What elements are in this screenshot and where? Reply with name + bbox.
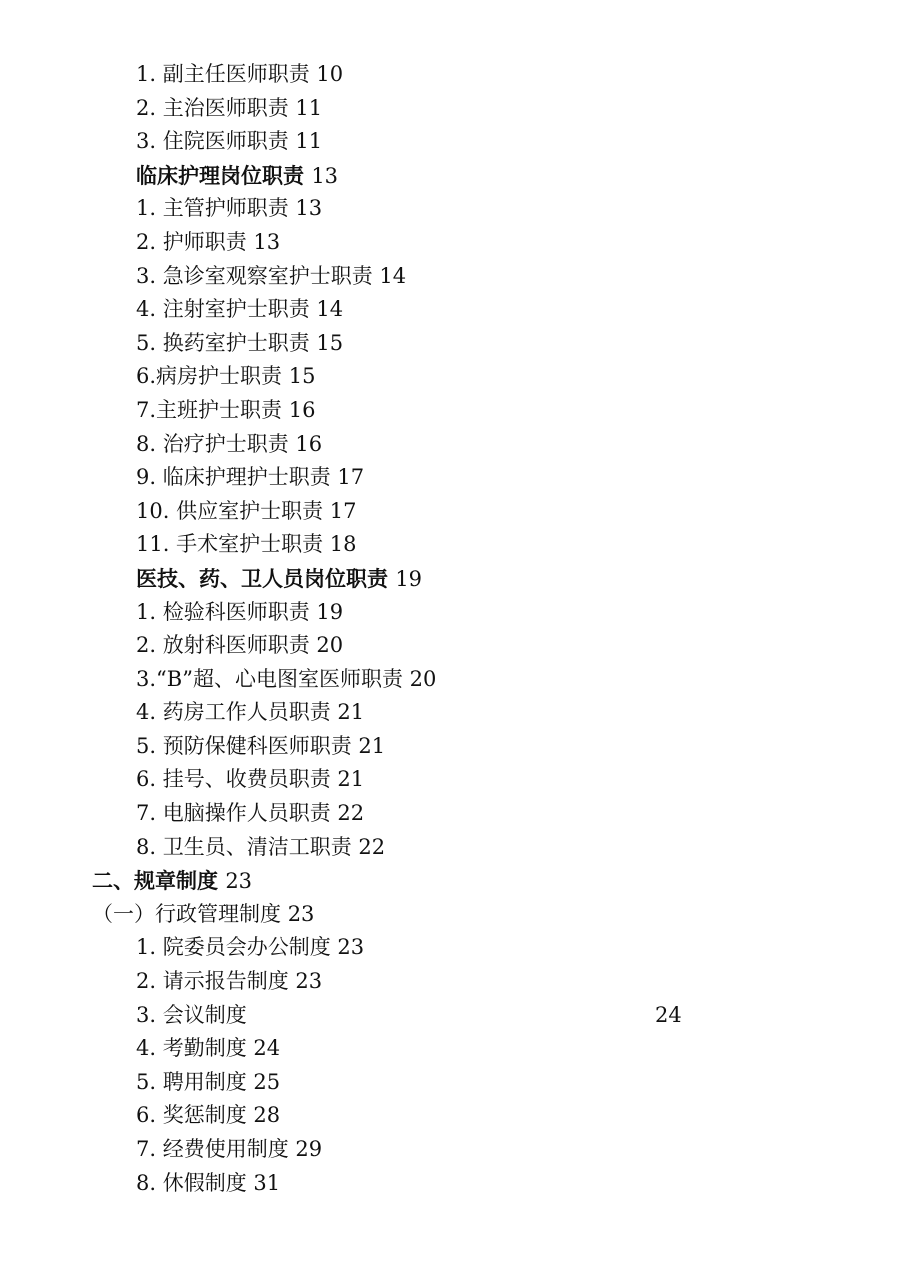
toc-entry-title: 2. 请示报告制度 xyxy=(136,969,289,994)
toc-entry-title: 2. 护师职责 xyxy=(136,229,247,254)
toc-entry-page: 21 xyxy=(337,700,365,725)
toc-section-heading xyxy=(0,562,905,596)
toc-entry-page: 14 xyxy=(316,297,344,322)
toc-entry-page: 24 xyxy=(253,1036,281,1061)
toc-entry-page: 18 xyxy=(329,532,357,557)
toc-entry-title: 医技、药、卫人员岗位职责 xyxy=(136,565,388,591)
toc-entry-page: 14 xyxy=(379,263,407,288)
toc-entry-title: 6.病房护士职责 xyxy=(136,364,283,389)
toc-entry-page: 31 xyxy=(253,1170,281,1195)
toc-entry-title: 11. 手术室护士职责 xyxy=(136,532,324,557)
toc-entry xyxy=(0,931,905,965)
toc-entry-page: 19 xyxy=(395,566,423,591)
toc-subchapter-heading xyxy=(0,898,905,932)
toc-entry xyxy=(0,495,905,529)
toc-entry-page: 15 xyxy=(288,364,316,389)
toc-entry xyxy=(0,226,905,260)
toc-entry-title: 8. 卫生员、清洁工职责 xyxy=(136,834,352,859)
toc-entry-title: 5. 预防保健科医师职责 xyxy=(136,733,352,758)
toc-entry xyxy=(0,293,905,327)
toc-section-heading xyxy=(0,159,905,193)
toc-entry-page: 17 xyxy=(329,498,357,523)
toc-entry xyxy=(0,1133,905,1167)
toc-entry xyxy=(0,1066,905,1100)
toc-entry-page: 23 xyxy=(295,969,323,994)
toc-entry-page: 23 xyxy=(337,935,365,960)
toc-entry-title: （一）行政管理制度 xyxy=(92,901,281,926)
toc-entry-title: 7.主班护士职责 xyxy=(136,397,283,422)
toc-entry-page: 11 xyxy=(295,129,323,154)
toc-entry-title: 2. 主治医师职责 xyxy=(136,95,289,120)
toc-entry-title: 3. 住院医师职责 xyxy=(136,129,289,154)
toc-entry-page: 11 xyxy=(295,95,323,120)
toc-entry-title: 6. 奖惩制度 xyxy=(136,1103,247,1128)
toc-entry-title: 3. 急诊室观察室护士职责 xyxy=(136,263,373,288)
toc-entry xyxy=(0,596,905,630)
table-of-contents xyxy=(0,58,905,1200)
toc-entry xyxy=(0,327,905,361)
toc-entry-title: 二、规章制度 xyxy=(92,868,218,894)
toc-entry-page: 20 xyxy=(409,666,437,691)
toc-entry xyxy=(0,125,905,159)
toc-entry-title: 7. 经费使用制度 xyxy=(136,1137,289,1161)
toc-entry-title: 3.“B”超、心电图室医师职责 xyxy=(136,666,403,691)
toc-entry xyxy=(0,360,905,394)
toc-entry-title: 1. 院委员会办公制度 xyxy=(136,935,331,960)
toc-entry-page: 23 xyxy=(287,901,315,926)
toc-entry-title: 1. 副主任医师职责 xyxy=(136,62,310,86)
toc-entry xyxy=(0,58,905,92)
toc-entry xyxy=(0,965,905,999)
toc-entry xyxy=(0,629,905,663)
toc-entry xyxy=(0,528,905,562)
toc-entry-title: 7. 电脑操作人员职责 xyxy=(136,801,331,826)
toc-entry-title: 临床护理岗位职责 xyxy=(136,162,304,188)
toc-entry-title: 3. 会议制度 xyxy=(136,1002,247,1027)
toc-entry-page: 24 xyxy=(655,1002,682,1027)
toc-entry-title: 4. 药房工作人员职责 xyxy=(136,700,331,725)
toc-entry xyxy=(0,831,905,865)
toc-entry-page: 17 xyxy=(337,465,365,490)
toc-entry-title: 8. 休假制度 xyxy=(136,1170,247,1195)
toc-entry-page: 23 xyxy=(225,869,253,894)
toc-entry xyxy=(0,696,905,730)
toc-entry xyxy=(0,1167,905,1201)
toc-entry-page: 20 xyxy=(316,633,344,658)
toc-chapter-heading xyxy=(0,864,905,898)
toc-entry xyxy=(0,192,905,226)
toc-entry-page: 13 xyxy=(295,196,323,221)
toc-entry xyxy=(0,999,905,1033)
toc-entry-page: 19 xyxy=(316,599,344,624)
toc-entry-title: 1. 检验科医师职责 xyxy=(136,599,310,624)
toc-entry-page: 22 xyxy=(358,834,386,859)
toc-entry-title: 1. 主管护师职责 xyxy=(136,196,289,221)
toc-entry-page: 10 xyxy=(316,62,344,86)
toc-entry-page: 13 xyxy=(311,163,339,188)
toc-entry-title: 4. 考勤制度 xyxy=(136,1036,247,1061)
toc-entry-page: 15 xyxy=(316,330,344,355)
toc-entry-title: 5. 聘用制度 xyxy=(136,1069,247,1094)
toc-entry-title: 5. 换药室护士职责 xyxy=(136,330,310,355)
toc-entry xyxy=(0,428,905,462)
toc-entry-title: 4. 注射室护士职责 xyxy=(136,297,310,322)
toc-entry-page: 13 xyxy=(253,229,281,254)
toc-entry xyxy=(0,394,905,428)
toc-entry xyxy=(0,663,905,697)
toc-entry xyxy=(0,797,905,831)
toc-entry-title: 9. 临床护理护士职责 xyxy=(136,465,331,490)
toc-entry-page: 29 xyxy=(295,1137,323,1161)
toc-entry xyxy=(0,1099,905,1133)
toc-entry-title: 6. 挂号、收费员职责 xyxy=(136,767,331,792)
toc-entry-page: 16 xyxy=(295,431,323,456)
toc-entry xyxy=(0,260,905,294)
toc-entry xyxy=(0,461,905,495)
toc-entry-title: 8. 治疗护士职责 xyxy=(136,431,289,456)
toc-entry-page: 22 xyxy=(337,801,365,826)
toc-entry-page: 28 xyxy=(253,1103,281,1128)
toc-entry-page: 16 xyxy=(288,397,316,422)
toc-entry-page: 21 xyxy=(358,733,386,758)
toc-entry-page: 21 xyxy=(337,767,365,792)
toc-entry xyxy=(0,92,905,126)
toc-entry xyxy=(0,763,905,797)
toc-entry-title: 2. 放射科医师职责 xyxy=(136,633,310,658)
toc-entry-page: 25 xyxy=(253,1069,281,1094)
toc-entry xyxy=(0,1032,905,1066)
toc-entry xyxy=(0,730,905,764)
toc-entry-title: 10. 供应室护士职责 xyxy=(136,498,324,523)
